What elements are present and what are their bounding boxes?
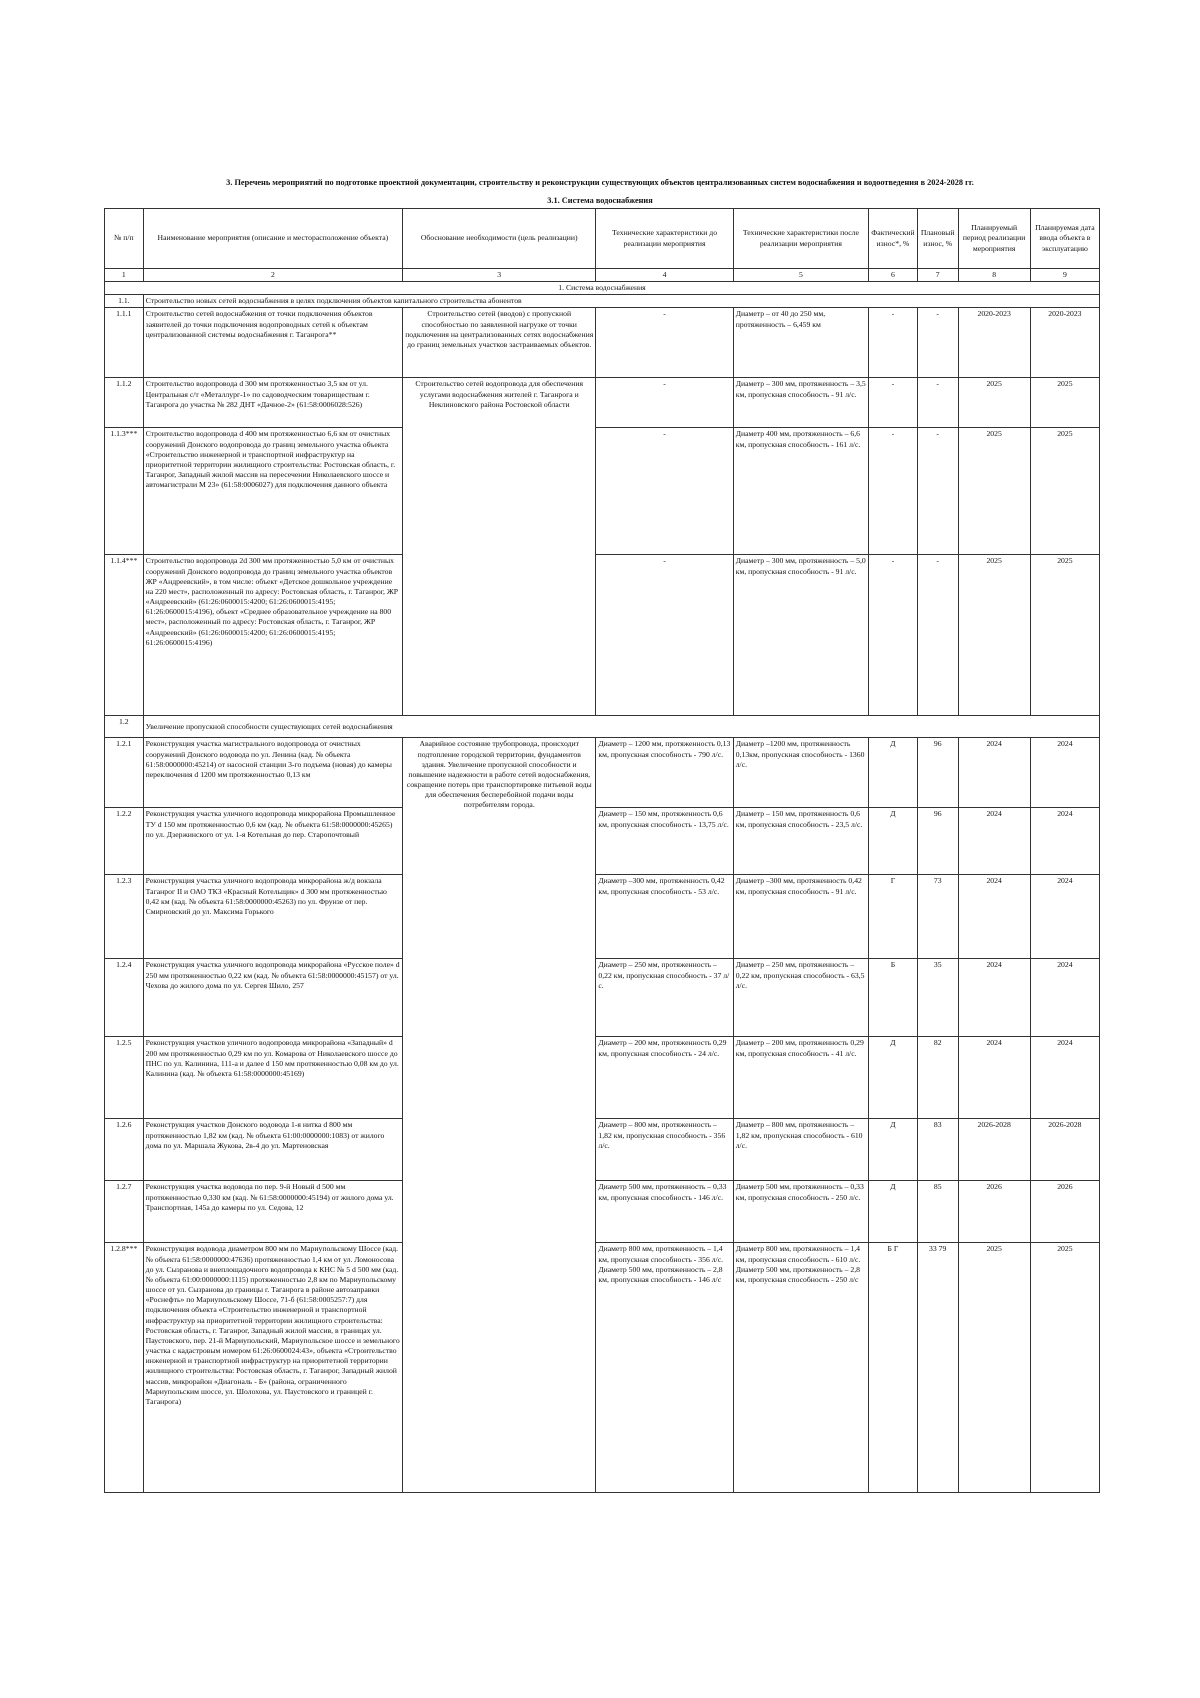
planned-period: 2025 bbox=[958, 1243, 1030, 1493]
group-title: Строительство новых сетей водоснабжения в целях подключения объектов капитального строительства абонентов bbox=[143, 295, 1099, 308]
row-number: 1.2.7 bbox=[105, 1181, 144, 1243]
tech-before: Диаметр – 1200 мм, протяженность 0,13 км, пропускная способность - 790 л/с. bbox=[596, 738, 733, 808]
tech-after: Диаметр – 250 мм, протяженность – 0,22 км, пропускная способность - 63,5 л/с. bbox=[733, 959, 868, 1037]
planned-period: 2020-2023 bbox=[958, 308, 1030, 378]
planned-period: 2024 bbox=[958, 808, 1030, 875]
row-number: 1.2.5 bbox=[105, 1037, 144, 1119]
tech-after: Диаметр –300 мм, протяженность 0,42 км, пропускная способность - 91 л/с. bbox=[733, 875, 868, 959]
planned-period: 2025 bbox=[958, 378, 1030, 428]
table-row bbox=[105, 959, 1100, 1037]
tech-before: Диаметр – 150 мм, протяженность 0,6 км, пропускная способность - 13,75 л/с. bbox=[596, 808, 733, 875]
actual-wear: Д bbox=[869, 738, 918, 808]
actual-wear: - bbox=[869, 555, 918, 716]
column-number: 4 bbox=[596, 269, 733, 282]
table-row bbox=[105, 555, 1100, 716]
row-number: 1.2.2 bbox=[105, 808, 144, 875]
row-number: 1.1.2 bbox=[105, 378, 144, 428]
commission-date: 2024 bbox=[1030, 959, 1099, 1037]
planned-wear: 96 bbox=[917, 738, 958, 808]
column-number: 9 bbox=[1030, 269, 1099, 282]
actual-wear: Д bbox=[869, 1037, 918, 1119]
tech-after: Диаметр 800 мм, протяженность – 1,4 км, пропускная способность - 610 л/с. Диаметр 500 мм, протяженность – 2,8 км, пропускная способность - 250 л/с bbox=[733, 1243, 868, 1493]
commission-date: 2026-2028 bbox=[1030, 1119, 1099, 1181]
tech-after: Диаметр – 200 мм, протяженность 0,29 км, пропускная способность - 41 л/с. bbox=[733, 1037, 868, 1119]
group-row bbox=[105, 295, 1100, 308]
planned-period: 2026 bbox=[958, 1181, 1030, 1243]
planned-wear: 73 bbox=[917, 875, 958, 959]
section-title: 1. Система водоснабжения bbox=[105, 282, 1100, 295]
group-title: Увеличение пропускной способности существующих сетей водоснабжения bbox=[143, 716, 1099, 738]
group-row bbox=[105, 716, 1100, 738]
column-number: 7 bbox=[917, 269, 958, 282]
measure-basis: Аварийное состояние трубопровода, происходит подтопление городской территории, фундаментов здания. Увеличение пропускной способности и повышение надежности в работе сетей водоснабжения, сокращение потерь при транспортировке питьевой воды для обеспечения бесперебойной подачи воды потребителям города. bbox=[403, 738, 596, 1493]
table-row bbox=[105, 308, 1100, 378]
planned-period: 2025 bbox=[958, 555, 1030, 716]
measure-name: Строительство сетей водоснабжения от точки подключения объектов заявителей до точки подключения водопроводных сетей к объектам централизованной системы водоснабжения г. Таганрога** bbox=[143, 308, 402, 378]
row-number: 1.2.1 bbox=[105, 738, 144, 808]
planned-wear: - bbox=[917, 378, 958, 428]
column-number: 8 bbox=[958, 269, 1030, 282]
commission-date: 2024 bbox=[1030, 808, 1099, 875]
column-number: 2 bbox=[143, 269, 402, 282]
planned-period: 2026-2028 bbox=[958, 1119, 1030, 1181]
header-cell: Обоснование необходимости (цель реализации) bbox=[403, 209, 596, 269]
tech-before: Диаметр 500 мм, протяженность – 0,33 км, пропускная способность - 146 л/с. bbox=[596, 1181, 733, 1243]
measure-name: Реконструкция участка уличного водопровода микрорайона Промышленное ТУ d 150 мм протяженностью 0,6 км (кад. № объекта 61:58:0000000:45265) по ул. Дзержинского от ул. 1-я Котельная до пер. Старопочтовый bbox=[143, 808, 402, 875]
table-row bbox=[105, 1243, 1100, 1493]
actual-wear: Б bbox=[869, 959, 918, 1037]
tech-before: Диаметр – 200 мм, протяженность 0,29 км, пропускная способность - 24 л/с. bbox=[596, 1037, 733, 1119]
tech-after: Диаметр – 300 мм, протяженность – 5,0 км, пропускная способность - 91 л/с. bbox=[733, 555, 868, 716]
table-row bbox=[105, 1037, 1100, 1119]
measure-name: Реконструкция участков уличного водопровода микрорайона «Западный» d 200 мм протяженностью 0,29 км по ул. Комарова от Николаевского шоссе до ПНС по ул. Калинина, 111-а и далее d 150 мм протяженностью 0,08 км до ул. Калинина (кад. № объекта 61:58:0000000:45169) bbox=[143, 1037, 402, 1119]
row-number: 1.1.4*** bbox=[105, 555, 144, 716]
row-number: 1.1.1 bbox=[105, 308, 144, 378]
header-cell: Наименование мероприятия (описание и месторасположение объекта) bbox=[143, 209, 402, 269]
section-row bbox=[105, 282, 1100, 295]
table-row bbox=[105, 1119, 1100, 1181]
planned-period: 2024 bbox=[958, 1037, 1030, 1119]
header-cell: Технические характеристики после реализации мероприятия bbox=[733, 209, 868, 269]
actual-wear: Б Г bbox=[869, 1243, 918, 1493]
tech-after: Диаметр 400 мм, протяженность – 6,6 км, пропускная способность - 161 л/с. bbox=[733, 428, 868, 555]
measure-name: Реконструкция участка магистрального водопровода от очистных сооружений Донского водовода по ул. Ленина (кад. № объекта 61:58:0000000:45214) от насосной станции 3-го подъема (новая) до камеры переключения d 1200 мм протяженностью 0,13 км bbox=[143, 738, 402, 808]
tech-before: Диаметр – 800 мм, протяженность – 1,82 км, пропускная способность - 356 л/с. bbox=[596, 1119, 733, 1181]
tech-before: Диаметр – 250 мм, протяженность – 0,22 км, пропускная способность - 37 л/с. bbox=[596, 959, 733, 1037]
tech-after: Диаметр – 300 мм, протяженность – 3,5 км, пропускная способность - 91 л/с. bbox=[733, 378, 868, 428]
header-cell: Планируемая дата ввода объекта в эксплуатацию bbox=[1030, 209, 1099, 269]
group-number: 1.1. bbox=[105, 295, 144, 308]
document-title: 3. Перечень мероприятий по подготовке проектной документации, строительству и реконструкции существующих объектов централизованных систем водоснабжения и водоотведения в 2024-2028 гг. bbox=[226, 178, 974, 187]
actual-wear: Д bbox=[869, 808, 918, 875]
column-number-row bbox=[105, 269, 1100, 282]
planned-period: 2025 bbox=[958, 428, 1030, 555]
column-number: 1 bbox=[105, 269, 144, 282]
row-number: 1.2.3 bbox=[105, 875, 144, 959]
measure-name: Реконструкция участка водовода по пер. 9-й Новый d 500 мм протяженностью 0,330 км (кад. № 61:58:0000000:45194) от жилого дома ул. Транспортная, 145а до камеры по ул. Седова, 12 bbox=[143, 1181, 402, 1243]
commission-date: 2024 bbox=[1030, 1037, 1099, 1119]
commission-date: 2024 bbox=[1030, 875, 1099, 959]
commission-date: 2025 bbox=[1030, 555, 1099, 716]
commission-date: 2020-2023 bbox=[1030, 308, 1099, 378]
measure-basis: Строительство сетей водопровода для обеспечения услугами водоснабжения жителей г. Таганрога и Неклиновского района Ростовской области bbox=[403, 378, 596, 716]
header-cell: Планируемый период реализации мероприятия bbox=[958, 209, 1030, 269]
planned-wear: 33 79 bbox=[917, 1243, 958, 1493]
actual-wear: Д bbox=[869, 1181, 918, 1243]
table-row bbox=[105, 378, 1100, 428]
commission-date: 2025 bbox=[1030, 378, 1099, 428]
column-number: 3 bbox=[403, 269, 596, 282]
commission-date: 2025 bbox=[1030, 428, 1099, 555]
tech-after: Диаметр –1200 мм, протяженность 0,13км, пропускная способность - 1360 л/с. bbox=[733, 738, 868, 808]
column-number: 5 bbox=[733, 269, 868, 282]
tech-before: - bbox=[596, 308, 733, 378]
planned-wear: 82 bbox=[917, 1037, 958, 1119]
table-row bbox=[105, 808, 1100, 875]
planned-period: 2024 bbox=[958, 959, 1030, 1037]
planned-wear: 35 bbox=[917, 959, 958, 1037]
tech-after: Диаметр – 150 мм, протяженность 0,6 км, пропускная способность - 23,5 л/с. bbox=[733, 808, 868, 875]
planned-period: 2024 bbox=[958, 738, 1030, 808]
row-number: 1.2.4 bbox=[105, 959, 144, 1037]
actual-wear: - bbox=[869, 308, 918, 378]
actual-wear: - bbox=[869, 378, 918, 428]
planned-wear: - bbox=[917, 428, 958, 555]
planned-wear: 85 bbox=[917, 1181, 958, 1243]
tech-after: Диаметр 500 мм, протяженность – 0,33 км, пропускная способность - 250 л/с. bbox=[733, 1181, 868, 1243]
table-row bbox=[105, 738, 1100, 808]
measure-name: Строительство водопровода d 300 мм протяженностью 3,5 км от ул. Центральная с/т «Металлург-1» по садоводческим товариществам г. Таганрога до участка № 282 ДНТ «Дачное-2» (61:58:0006028:526) bbox=[143, 378, 402, 428]
tech-before: - bbox=[596, 428, 733, 555]
row-number: 1.1.3*** bbox=[105, 428, 144, 555]
row-number: 1.2.8*** bbox=[105, 1243, 144, 1493]
planned-wear: 83 bbox=[917, 1119, 958, 1181]
actual-wear: Г bbox=[869, 875, 918, 959]
tech-after: Диаметр – 800 мм, протяженность – 1,82 км, пропускная способность - 610 л/с. bbox=[733, 1119, 868, 1181]
commission-date: 2026 bbox=[1030, 1181, 1099, 1243]
measures-table bbox=[104, 208, 1100, 1493]
tech-before: - bbox=[596, 555, 733, 716]
planned-wear: - bbox=[917, 308, 958, 378]
document-subtitle: 3.1. Система водоснабжения bbox=[547, 196, 653, 205]
column-number: 6 bbox=[869, 269, 918, 282]
measure-name: Реконструкция водовода диаметром 800 мм по Мариупольскому Шоссе (кад. № объекта 61:58:0000000:47636) протяженностью 1,4 км от ул. Ломоносова до ул. Сызранова и внеплощадочного водопровода к КНС № 5 d 500 мм (кад. № объекта 61:00:0000000:1115) протяженностью 2,8 км по Мариупольскому шоссе от ул. Сызранова до границы г. Таганрога в районе автозаправки «Роснефть» по Мариупольскому Шоссе, 71-б (61:58:0005257:7) для подключения объекта «Строительство инженерной и транспортной инфраструктур на приоритетной территории жилищного строительства: Ростовская область, г. Таганрог, Западный жилой массив, в границах ул. Паустовского, пер. 21-й Мариупольский, Мариупольское шоссе и земельного участка с кадастровым номером 61:26:0600024:43», объекта «Строительство инженерной и транспортной инфраструктур на приоритетной территории жилищного строительства: Ростовская область, г. Таганрог, Западный жилой массив, микрорайон «Диагональ - Б» (района, ограниченного Мариупольским шоссе, ул. Шолохова, ул. Паустовского и границей г. Таганрога) bbox=[143, 1243, 402, 1493]
measure-name: Строительство водопровода d 400 мм протяженностью 6,6 км от очистных сооружений Донского водопровода до границ земельного участка объекта «Строительство инженерной и транспортной инфраструктур на приоритетной территории жилищного строительства: Ростовская область, г. Таганрог, Западный жилой массив на пересечении Николаевского шоссе и автомагистрали М 23» (61:58:0006027) для подключения данного объекта bbox=[143, 428, 402, 555]
measure-name: Строительство водопровода 2d 300 мм протяженностью 5,0 км от очистных сооружений Донского водопровода до границ земельного участка объектов ЖР «Андреевский», в том числе: объект «Детское дошкольное учреждение на 220 мест», расположенный по адресу: Ростовская область, г. Таганрог, ЖР «Андреевский» (61:26:0600015:4200; 61:26:0600015:4195; 61:26:0600015:4196), объект «Среднее образовательное учреждение на 800 мест», расположенный по адресу: Ростовская область, г. Таганрог, ЖР «Андреевский» (61:26:0600015:4200; 61:26:0600015:4195; 61:26:0600015:4196) bbox=[143, 555, 402, 716]
header-cell: Плановый износ, % bbox=[917, 209, 958, 269]
measure-name: Реконструкция участков Донского водовода 1-я нитка d 800 мм протяженностью 1,82 км (кад. № объекта 61:00:0000000:1083) от жилого дома по ул. Маршала Жукова, 2в-4 до ул. Мартеновская bbox=[143, 1119, 402, 1181]
group-number: 1.2 bbox=[105, 716, 144, 738]
commission-date: 2024 bbox=[1030, 738, 1099, 808]
tech-before: Диаметр –300 мм, протяженность 0,42 км, пропускная способность - 53 л/с. bbox=[596, 875, 733, 959]
table-row bbox=[105, 1181, 1100, 1243]
row-number: 1.2.6 bbox=[105, 1119, 144, 1181]
planned-period: 2024 bbox=[958, 875, 1030, 959]
measure-name: Реконструкция участка уличного водопровода микрорайона «Русское поле» d 250 мм протяженностью 0,22 км (кад. № объекта 61:58:0000000:45157) от ул. Чехова до жилого дома по ул. Сергея Шило, 257 bbox=[143, 959, 402, 1037]
header-cell: Технические характеристики до реализации мероприятия bbox=[596, 209, 733, 269]
table-row bbox=[105, 875, 1100, 959]
planned-wear: 96 bbox=[917, 808, 958, 875]
table-row bbox=[105, 428, 1100, 555]
tech-before: - bbox=[596, 378, 733, 428]
actual-wear: - bbox=[869, 428, 918, 555]
measure-name: Реконструкция участка уличного водопровода микрорайона ж/д вокзала Таганрог II и ОАО ТКЗ «Красный Котельщик» d 300 мм протяженностью 0,42 км (кад. № объекта 61:58:0000000:45263) по ул. Фрунзе от пер. Смирновский до ул. Максима Горького bbox=[143, 875, 402, 959]
commission-date: 2025 bbox=[1030, 1243, 1099, 1493]
tech-before: Диаметр 800 мм, протяженность – 1,4 км, пропускная способность - 356 л/с. Диаметр 500 мм, протяженность – 2,8 км, пропускная способность - 146 л/с bbox=[596, 1243, 733, 1493]
header-row bbox=[105, 209, 1100, 269]
header-cell: Фактический износ*, % bbox=[869, 209, 918, 269]
actual-wear: Д bbox=[869, 1119, 918, 1181]
tech-after: Диаметр – от 40 до 250 мм, протяженность – 6,459 км bbox=[733, 308, 868, 378]
header-cell: № п/п bbox=[105, 209, 144, 269]
planned-wear: - bbox=[917, 555, 958, 716]
measure-basis: Строительство сетей (вводов) с пропускной способностью по заявленной нагрузке от точки подключения на централизованных сетях водоснабжения до границ земельных участков застраиваемых объектов. bbox=[403, 308, 596, 378]
